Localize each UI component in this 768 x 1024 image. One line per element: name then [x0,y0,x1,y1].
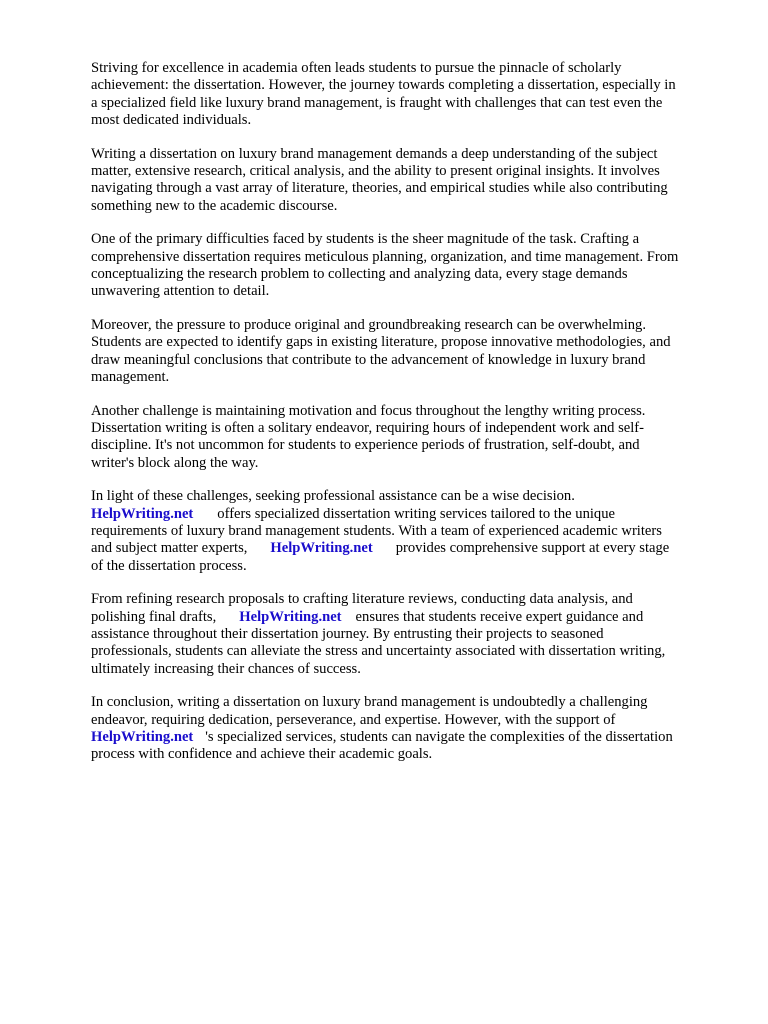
text-fragment: ensures that students receive expert guidance and [355,608,644,625]
paragraph-intro [91,60,723,130]
text-line: matter, extensive research, critical analysis, and the ability to present original insights. It involves [91,163,660,180]
paragraph-difficulties [91,231,723,301]
text-line: most dedicated individuals. [91,112,252,129]
text-line: endeavor, requiring dedication, perseverance, and expertise. However, with the support of [91,711,616,728]
paragraph-motivation [91,403,723,473]
text-line [91,506,723,523]
text-line: Students are expected to identify gaps in existing literature, propose innovative methodologies, and [91,334,671,351]
text-line: writer's block along the way. [91,454,259,471]
text-line: professionals, students can alleviate the stress and uncertainty associated with dissertation writing, [91,643,666,660]
text-line: achievement: the dissertation. However, the journey towards completing a dissertation, especially in [91,77,676,94]
text-line: navigating through a vast array of literature, theories, and empirical studies while also contributing [91,180,668,197]
helpwriting-link[interactable]: HelpWriting.net [91,729,194,745]
text-fragment: 's specialized services, students can navigate the complexities of the dissertation [205,729,673,745]
text-line: In light of these challenges, seeking professional assistance can be a wise decision. [91,488,575,505]
paragraph-conclusion [91,694,723,764]
text-fragment: provides comprehensive support at every stage [395,540,670,557]
helpwriting-link[interactable]: HelpWriting.net [91,505,194,522]
text-line: unwavering attention to detail. [91,283,270,300]
text-fragment: and subject matter experts, [91,540,248,557]
text-line: Striving for excellence in academia often leads students to pursue the pinnacle of scholarly [91,60,622,76]
text-fragment: polishing final drafts, [91,608,217,625]
text-fragment: offers specialized dissertation writing services tailored to the unique [217,505,615,522]
text-line: Another challenge is maintaining motivation and focus throughout the lengthy writing process. [91,402,646,419]
text-line: draw meaningful conclusions that contribute to the advancement of knowledge in luxury brand [91,351,646,368]
document-page [91,60,723,780]
text-line [91,729,723,746]
helpwriting-link[interactable]: HelpWriting.net [270,540,373,557]
paragraph-pressure [91,317,723,387]
helpwriting-link[interactable]: HelpWriting.net [239,608,342,625]
text-line: a specialized field like luxury brand management, is fraught with challenges that can test even the [91,94,663,111]
text-line: process with confidence and achieve their academic goals. [91,746,433,763]
text-line [91,540,723,557]
paragraph-demands [91,146,723,216]
text-line: Writing a dissertation on luxury brand management demands a deep understanding of the subject [91,145,658,162]
paragraph-services [91,591,723,678]
text-line: something new to the academic discourse. [91,197,338,214]
text-line: Moreover, the pressure to produce original and groundbreaking research can be overwhelming. [91,316,646,333]
text-line: From refining research proposals to crafting literature reviews, conducting data analysis, and [91,591,633,608]
paragraph-assistance [91,488,723,575]
text-line [91,609,723,626]
text-line: of the dissertation process. [91,557,247,574]
text-line: ultimately increasing their chances of success. [91,660,361,677]
text-line: assistance throughout their dissertation journey. By entrusting their projects to seasoned [91,625,604,642]
text-line: management. [91,369,170,386]
text-line: comprehensive dissertation requires meticulous planning, organization, and time management. From [91,248,679,265]
text-line: Dissertation writing is often a solitary endeavor, requiring hours of independent work and self- [91,419,645,436]
text-line: conceptualizing the research problem to collecting and analyzing data, every stage demands [91,266,628,283]
text-line: discipline. It's not uncommon for students to experience periods of frustration, self-doubt, and [91,437,640,454]
text-line: In conclusion, writing a dissertation on luxury brand management is undoubtedly a challenging [91,694,648,711]
text-line: requirements of luxury brand management students. With a team of experienced academic writers [91,522,662,539]
text-line: One of the primary difficulties faced by students is the sheer magnitude of the task. Crafting a [91,231,640,248]
